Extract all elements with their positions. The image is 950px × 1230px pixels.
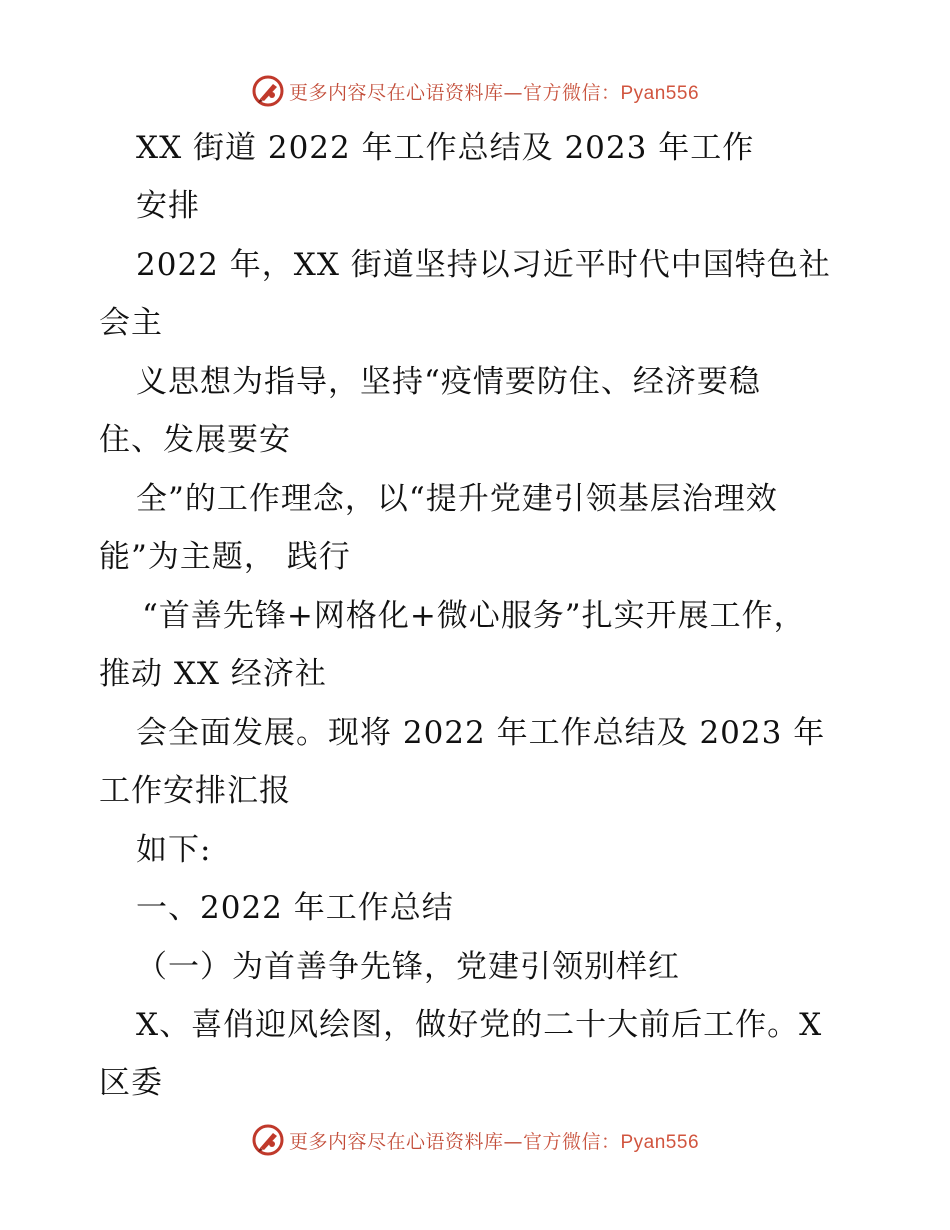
- watermark-separator: —: [503, 81, 523, 104]
- watermark-wechat-id: Pyan556: [620, 82, 700, 104]
- footer-watermark: [0, 1120, 950, 1160]
- paragraph-line: 如下:: [136, 832, 212, 868]
- watermark-wechat-id: Pyan556: [620, 1131, 700, 1153]
- subsection-heading: （一）为首善争先锋，党建引领别样红: [136, 949, 680, 985]
- header-watermark: [0, 71, 950, 111]
- paragraph-line: 义思想为指导，坚持“疫情要防住、经济要稳: [136, 364, 761, 400]
- pen-logo-icon: [251, 74, 285, 108]
- section-heading: 一、2022 年工作总结: [136, 890, 454, 926]
- paragraph-line: 全”的工作理念，以“提升党建引领基层治理效: [136, 481, 778, 517]
- watermark-main-text: 更多内容尽在心语资料库: [288, 1130, 504, 1153]
- pen-logo-icon: [251, 1123, 285, 1157]
- watermark-wechat-label: 官方微信：: [522, 1130, 621, 1153]
- watermark-wechat-label: 官方微信：: [522, 81, 621, 104]
- paragraph-line: 住、发展要安: [99, 422, 291, 458]
- paragraph-line: 会全面发展。现将 2022 年工作总结及 2023 年: [136, 715, 826, 751]
- document-title-line-2: 安排: [136, 188, 200, 224]
- paragraph-line: 能”为主题， 践行: [99, 539, 351, 575]
- paragraph-line: 推动 XX 经济社: [99, 656, 327, 692]
- paragraph-line: “首善先锋+网格化+微心服务”扎实开展工作，: [142, 598, 806, 634]
- watermark-separator: —: [503, 1130, 523, 1153]
- paragraph-line: X、喜俏迎风绘图，做好党的二十大前后工作。X: [136, 1007, 823, 1043]
- paragraph-line: 工作安排汇报: [99, 773, 291, 809]
- document-title-line-1: XX 街道 2022 年工作总结及 2023 年工作: [136, 130, 755, 166]
- watermark-main-text: 更多内容尽在心语资料库: [288, 81, 504, 104]
- paragraph-line: 2022 年，XX 街道坚持以习近平时代中国特色社: [136, 247, 831, 283]
- paragraph-line: 区委: [99, 1065, 163, 1101]
- paragraph-line: 会主: [99, 305, 163, 341]
